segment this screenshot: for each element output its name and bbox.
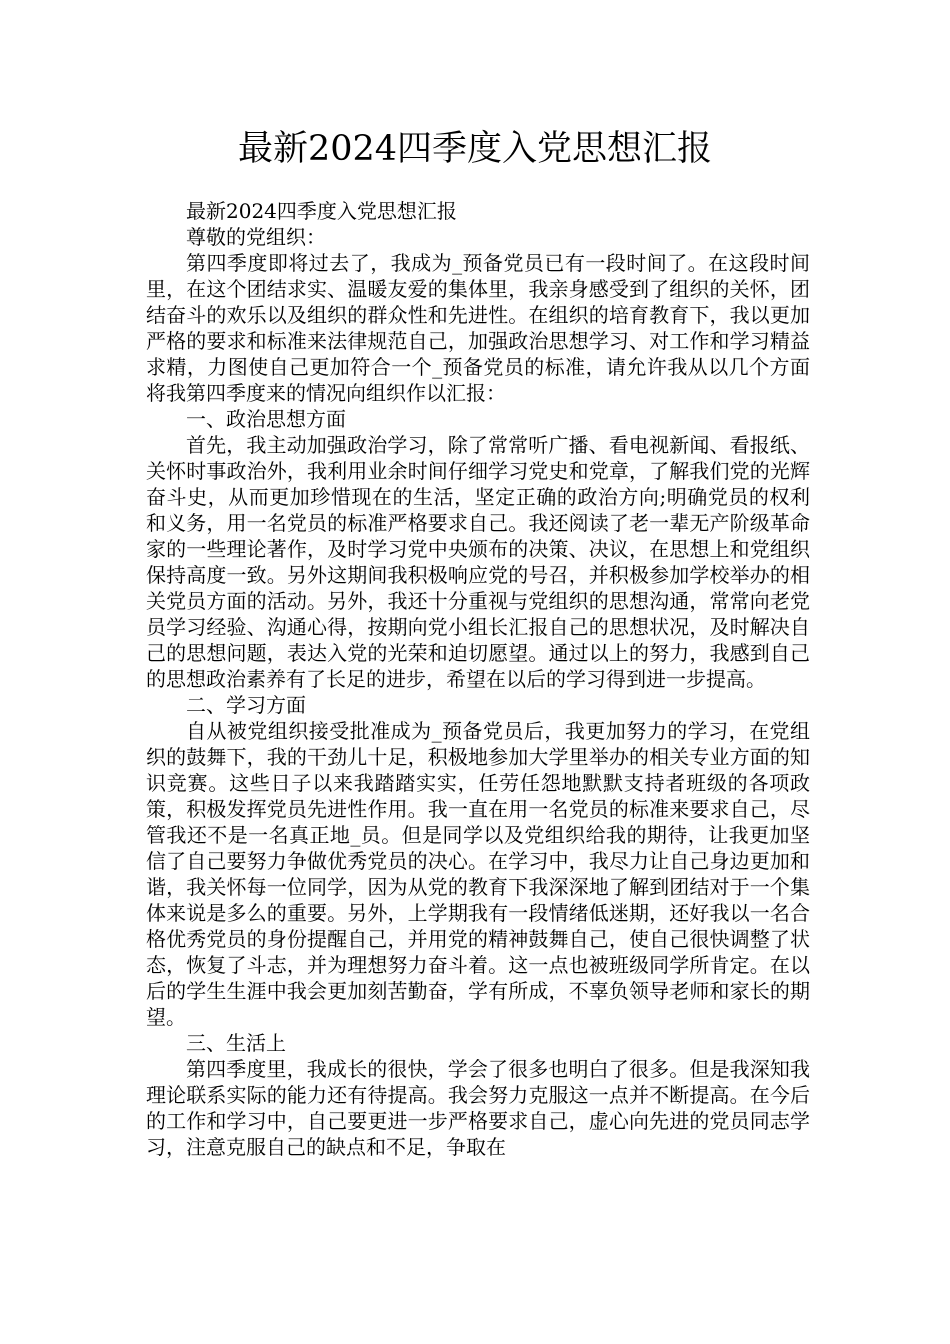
document-body — [146, 198, 810, 1160]
document-subtitle: 最新2024四季度入党思想汇报 — [186, 199, 457, 223]
intro-paragraph: 第四季度即将过去了，我成为_预备党员已有一段时间了。在这段时间里，在这个团结求实、温暖友爱的集体里，我亲身感受到了组织的关怀，团结奋斗的欢乐以及组织的群众性和先进性。在组织的培育教育下，我以更加严格的要求和标准来法律规范自己，加强政治思想学习、对工作和学习精益求精，力图使自己更加符合一个_预备党员的标准，请允许我从以几个方面将我第四季度来的情况向组织作以汇报： — [146, 251, 810, 405]
section-heading-political: 一、政治思想方面 — [186, 407, 346, 431]
life-paragraph: 第四季度里，我成长的很快，学会了很多也明白了很多。但是我深知我理论联系实际的能力还有待提高。我会努力克服这一点并不断提高。在今后的工作和学习中，自己要更进一步严格要求自己，虚心向先进的党员同志学习，注意克服自己的缺点和不足，争取在 — [146, 1057, 810, 1159]
section-heading-study: 二、学习方面 — [186, 693, 306, 717]
salutation: 尊敬的党组织： — [186, 225, 326, 249]
section-heading-life: 三、生活上 — [186, 1031, 286, 1055]
political-paragraph: 首先，我主动加强政治学习，除了常常听广播、看电视新闻、看报纸、关怀时事政治外，我利用业余时间仔细学习党史和党章，了解我们党的光辉奋斗史，从而更加珍惜现在的生活，坚定正确的政治方向;明确党员的权利和义务，用一名党员的标准严格要求自己。我还阅读了老一辈无产阶级革命家的一些理论著作，及时学习党中央颁布的决策、决议，在思想上和党组织保持高度一致。另外这期间我积极响应党的号召，并积极参加学校举办的相关党员方面的活动。另外，我还十分重视与党组织的思想沟通，常常向老党员学习经验、沟通心得，按期向党小组长汇报自己的思想状况，及时解决自己的思想问题，表达入党的光荣和迫切愿望。通过以上的努力，我感到自己的思想政治素养有了长足的进步，希望在以后的学习得到进一步提高。 — [146, 433, 810, 691]
study-paragraph: 自从被党组织接受批准成为_预备党员后，我更加努力的学习，在党组织的鼓舞下，我的干劲儿十足，积极地参加大学里举办的相关专业方面的知识竞赛。这些日子以来我踏踏实实，任劳任怨地默默支持者班级的各项政策，积极发挥党员先进性作用。我一直在用一名党员的标准来要求自己，尽管我还不是一名真正地_员。但是同学以及党组织给我的期待，让我更加坚信了自己要努力争做优秀党员的决心。在学习中，我尽力让自己身边更加和谐，我关怀每一位同学，因为从党的教育下我深深地了解到团结对于一个集体来说是多么的重要。另外，上学期我有一段情绪低迷期，还好我以一名合格优秀党员的身份提醒自己，并用党的精神鼓舞自己，使自己很快调整了状态，恢复了斗志，并为理想努力奋斗着。这一点也被班级同学所肯定。在以后的学生生涯中我会更加刻苦勤奋，学有所成，不辜负领导老师和家长的期望。 — [146, 719, 810, 1029]
document-title: 最新2024四季度入党思想汇报 — [237, 129, 713, 169]
